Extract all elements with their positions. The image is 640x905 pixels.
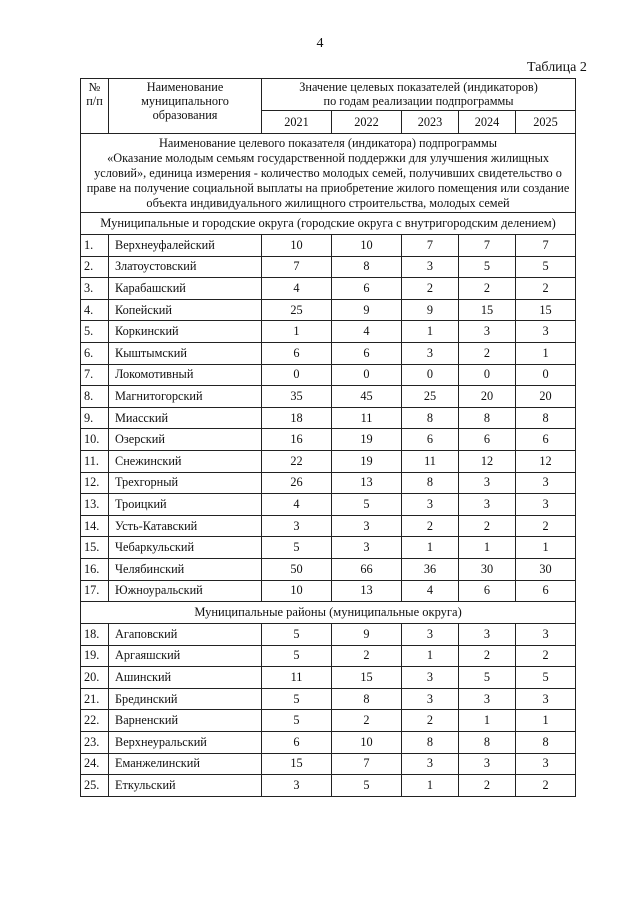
municipality-name: Южноуральский xyxy=(109,580,262,602)
year-value-cell: 2 xyxy=(459,645,516,667)
row-number: 2. xyxy=(81,256,109,278)
year-value-cell: 7 xyxy=(459,235,516,257)
row-number: 25. xyxy=(81,775,109,797)
year-value-cell: 8 xyxy=(402,472,459,494)
row-number: 21. xyxy=(81,688,109,710)
year-value-cell: 3 xyxy=(402,688,459,710)
year-value-cell: 3 xyxy=(262,515,332,537)
year-value-cell: 3 xyxy=(262,775,332,797)
table-row xyxy=(81,732,576,754)
municipality-name: Верхнеуральский xyxy=(109,732,262,754)
year-value-cell: 1 xyxy=(459,537,516,559)
year-value-cell: 6 xyxy=(459,580,516,602)
row-number: 4. xyxy=(81,299,109,321)
header-num: № п/п xyxy=(81,79,109,134)
year-value-cell: 10 xyxy=(262,580,332,602)
year-value-cell: 25 xyxy=(262,299,332,321)
year-value-cell: 3 xyxy=(332,515,402,537)
row-number: 8. xyxy=(81,386,109,408)
table-row xyxy=(81,558,576,580)
municipality-name: Усть-Катавский xyxy=(109,515,262,537)
year-value-cell: 8 xyxy=(459,732,516,754)
table-row xyxy=(81,386,576,408)
year-value-cell: 10 xyxy=(332,235,402,257)
year-value-cell: 20 xyxy=(459,386,516,408)
year-value-cell: 12 xyxy=(516,450,576,472)
table-row xyxy=(81,580,576,602)
year-value-cell: 22 xyxy=(262,450,332,472)
year-value-cell: 5 xyxy=(332,775,402,797)
municipality-name: Брединский xyxy=(109,688,262,710)
year-value-cell: 5 xyxy=(262,645,332,667)
year-value-cell: 6 xyxy=(262,732,332,754)
municipality-name: Златоустовский xyxy=(109,256,262,278)
year-value-cell: 13 xyxy=(332,472,402,494)
table-row xyxy=(81,256,576,278)
table-row xyxy=(81,407,576,429)
year-value-cell: 2 xyxy=(516,775,576,797)
year-value-cell: 1 xyxy=(516,537,576,559)
year-value-cell: 2 xyxy=(332,645,402,667)
municipality-name: Локомотивный xyxy=(109,364,262,386)
year-value-cell: 3 xyxy=(402,753,459,775)
year-value-cell: 15 xyxy=(516,299,576,321)
municipality-name: Коркинский xyxy=(109,321,262,343)
year-value-cell: 7 xyxy=(402,235,459,257)
year-value-cell: 19 xyxy=(332,450,402,472)
year-value-cell: 13 xyxy=(332,580,402,602)
year-value-cell: 8 xyxy=(332,256,402,278)
year-value-cell: 3 xyxy=(516,753,576,775)
year-value-cell: 5 xyxy=(459,256,516,278)
table-body xyxy=(81,79,576,797)
section-title: Муниципальные и городские округа (городские округа с внутригородским делением) xyxy=(81,213,576,235)
municipality-name: Копейский xyxy=(109,299,262,321)
year-value-cell: 3 xyxy=(516,688,576,710)
table-row xyxy=(81,624,576,646)
year-value-cell: 6 xyxy=(459,429,516,451)
year-value-cell: 35 xyxy=(262,386,332,408)
year-value-cell: 6 xyxy=(332,278,402,300)
year-value-cell: 0 xyxy=(332,364,402,386)
row-number: 15. xyxy=(81,537,109,559)
year-value-cell: 0 xyxy=(402,364,459,386)
year-value-cell: 6 xyxy=(262,342,332,364)
year-value-cell: 1 xyxy=(516,710,576,732)
year-value-cell: 2 xyxy=(516,645,576,667)
year-value-cell: 7 xyxy=(516,235,576,257)
table-title: Таблица 2 xyxy=(527,60,587,75)
municipality-name: Трехгорный xyxy=(109,472,262,494)
year-value-cell: 2 xyxy=(459,342,516,364)
year-value-cell: 19 xyxy=(332,429,402,451)
row-number: 12. xyxy=(81,472,109,494)
year-value-cell: 5 xyxy=(459,667,516,689)
year-value-cell: 8 xyxy=(459,407,516,429)
year-value-cell: 5 xyxy=(516,667,576,689)
indicator-row xyxy=(81,134,576,213)
header-year: 2024 xyxy=(459,111,516,134)
year-value-cell: 7 xyxy=(332,753,402,775)
table-row xyxy=(81,494,576,516)
table-row xyxy=(81,710,576,732)
year-value-cell: 4 xyxy=(262,278,332,300)
indicator-text: Наименование целевого показателя (индикатора) подпрограммы «Оказание молодым семьям государственной поддержки для улучшения жилищных условий», единица измерения - количество молодых семей, получивших свидетельство о праве на получение социальной выплаты на приобретение жилого помещения или создание объекта индивидуального жилищного строительства, молодых семей xyxy=(81,134,576,213)
row-number: 19. xyxy=(81,645,109,667)
year-value-cell: 3 xyxy=(332,537,402,559)
row-number: 1. xyxy=(81,235,109,257)
row-number: 24. xyxy=(81,753,109,775)
table-row xyxy=(81,450,576,472)
table-row xyxy=(81,299,576,321)
year-value-cell: 8 xyxy=(516,407,576,429)
year-value-cell: 1 xyxy=(459,710,516,732)
section-row xyxy=(81,213,576,235)
year-value-cell: 30 xyxy=(459,558,516,580)
year-value-cell: 6 xyxy=(516,580,576,602)
year-value-cell: 50 xyxy=(262,558,332,580)
year-value-cell: 16 xyxy=(262,429,332,451)
header-row xyxy=(81,79,576,111)
municipality-name: Магнитогорский xyxy=(109,386,262,408)
row-number: 3. xyxy=(81,278,109,300)
year-value-cell: 3 xyxy=(459,321,516,343)
year-value-cell: 3 xyxy=(516,494,576,516)
table-row xyxy=(81,472,576,494)
table-row xyxy=(81,667,576,689)
year-value-cell: 2 xyxy=(402,278,459,300)
table-row xyxy=(81,515,576,537)
row-number: 17. xyxy=(81,580,109,602)
year-value-cell: 2 xyxy=(459,278,516,300)
year-value-cell: 6 xyxy=(516,429,576,451)
year-value-cell: 1 xyxy=(516,342,576,364)
municipality-name: Еткульский xyxy=(109,775,262,797)
row-number: 5. xyxy=(81,321,109,343)
year-value-cell: 2 xyxy=(402,710,459,732)
municipality-name: Челябинский xyxy=(109,558,262,580)
year-value-cell: 66 xyxy=(332,558,402,580)
year-value-cell: 10 xyxy=(262,235,332,257)
year-value-cell: 0 xyxy=(262,364,332,386)
indicator-table xyxy=(80,78,576,797)
year-value-cell: 9 xyxy=(332,624,402,646)
row-number: 14. xyxy=(81,515,109,537)
table-row xyxy=(81,688,576,710)
year-value-cell: 8 xyxy=(516,732,576,754)
municipality-name: Чебаркульский xyxy=(109,537,262,559)
year-value-cell: 8 xyxy=(332,688,402,710)
header-municipality: Наименование муниципального образования xyxy=(109,79,262,134)
year-value-cell: 5 xyxy=(262,688,332,710)
year-value-cell: 2 xyxy=(332,710,402,732)
header-year: 2022 xyxy=(332,111,402,134)
table-row xyxy=(81,342,576,364)
table-row xyxy=(81,645,576,667)
year-value-cell: 3 xyxy=(402,256,459,278)
year-value-cell: 3 xyxy=(459,472,516,494)
row-number: 20. xyxy=(81,667,109,689)
year-value-cell: 3 xyxy=(402,494,459,516)
year-value-cell: 5 xyxy=(332,494,402,516)
table-row xyxy=(81,278,576,300)
municipality-name: Варненский xyxy=(109,710,262,732)
year-value-cell: 3 xyxy=(459,624,516,646)
municipality-name: Верхнеуфалейский xyxy=(109,235,262,257)
row-number: 18. xyxy=(81,624,109,646)
row-number: 7. xyxy=(81,364,109,386)
year-value-cell: 8 xyxy=(402,732,459,754)
year-value-cell: 15 xyxy=(332,667,402,689)
table-row xyxy=(81,364,576,386)
year-value-cell: 3 xyxy=(459,753,516,775)
year-value-cell: 7 xyxy=(262,256,332,278)
municipality-name: Еманжелинский xyxy=(109,753,262,775)
year-value-cell: 36 xyxy=(402,558,459,580)
year-value-cell: 30 xyxy=(516,558,576,580)
year-value-cell: 15 xyxy=(262,753,332,775)
year-value-cell: 3 xyxy=(516,321,576,343)
header-year: 2025 xyxy=(516,111,576,134)
year-value-cell: 10 xyxy=(332,732,402,754)
municipality-name: Аргаяшский xyxy=(109,645,262,667)
header-year: 2023 xyxy=(402,111,459,134)
year-value-cell: 18 xyxy=(262,407,332,429)
year-value-cell: 5 xyxy=(262,537,332,559)
year-value-cell: 5 xyxy=(516,256,576,278)
year-value-cell: 1 xyxy=(402,537,459,559)
header-year: 2021 xyxy=(262,111,332,134)
year-value-cell: 3 xyxy=(459,688,516,710)
year-value-cell: 3 xyxy=(402,667,459,689)
year-value-cell: 4 xyxy=(332,321,402,343)
year-value-cell: 0 xyxy=(459,364,516,386)
municipality-name: Троицкий xyxy=(109,494,262,516)
year-value-cell: 11 xyxy=(332,407,402,429)
municipality-name: Миасский xyxy=(109,407,262,429)
table-row xyxy=(81,753,576,775)
year-value-cell: 11 xyxy=(262,667,332,689)
municipality-name: Озерский xyxy=(109,429,262,451)
year-value-cell: 1 xyxy=(262,321,332,343)
table-row xyxy=(81,321,576,343)
year-value-cell: 15 xyxy=(459,299,516,321)
year-value-cell: 2 xyxy=(516,278,576,300)
municipality-name: Агаповский xyxy=(109,624,262,646)
year-value-cell: 45 xyxy=(332,386,402,408)
year-value-cell: 8 xyxy=(402,407,459,429)
header-values: Значение целевых показателей (индикаторов) по годам реализации подпрограммы xyxy=(262,79,576,111)
year-value-cell: 12 xyxy=(459,450,516,472)
year-value-cell: 6 xyxy=(402,429,459,451)
table-row xyxy=(81,775,576,797)
year-value-cell: 2 xyxy=(459,775,516,797)
row-number: 13. xyxy=(81,494,109,516)
row-number: 9. xyxy=(81,407,109,429)
year-value-cell: 2 xyxy=(459,515,516,537)
municipality-name: Кыштымский xyxy=(109,342,262,364)
page-number: 4 xyxy=(316,36,324,51)
year-value-cell: 26 xyxy=(262,472,332,494)
year-value-cell: 5 xyxy=(262,624,332,646)
year-value-cell: 4 xyxy=(262,494,332,516)
section-row xyxy=(81,602,576,624)
year-value-cell: 4 xyxy=(402,580,459,602)
year-value-cell: 5 xyxy=(262,710,332,732)
year-value-cell: 20 xyxy=(516,386,576,408)
year-value-cell: 3 xyxy=(459,494,516,516)
row-number: 10. xyxy=(81,429,109,451)
row-number: 11. xyxy=(81,450,109,472)
year-value-cell: 9 xyxy=(402,299,459,321)
year-value-cell: 11 xyxy=(402,450,459,472)
year-value-cell: 6 xyxy=(332,342,402,364)
row-number: 22. xyxy=(81,710,109,732)
table-row xyxy=(81,235,576,257)
year-value-cell: 25 xyxy=(402,386,459,408)
year-value-cell: 1 xyxy=(402,775,459,797)
row-number: 6. xyxy=(81,342,109,364)
year-value-cell: 3 xyxy=(402,624,459,646)
row-number: 23. xyxy=(81,732,109,754)
table-row xyxy=(81,537,576,559)
year-value-cell: 0 xyxy=(516,364,576,386)
year-value-cell: 3 xyxy=(402,342,459,364)
municipality-name: Карабашский xyxy=(109,278,262,300)
year-value-cell: 2 xyxy=(402,515,459,537)
year-value-cell: 3 xyxy=(516,472,576,494)
year-value-cell: 2 xyxy=(516,515,576,537)
year-value-cell: 1 xyxy=(402,321,459,343)
municipality-name: Ашинский xyxy=(109,667,262,689)
year-value-cell: 3 xyxy=(516,624,576,646)
year-value-cell: 9 xyxy=(332,299,402,321)
section-title: Муниципальные районы (муниципальные округа) xyxy=(81,602,576,624)
year-value-cell: 1 xyxy=(402,645,459,667)
table-row xyxy=(81,429,576,451)
municipality-name: Снежинский xyxy=(109,450,262,472)
row-number: 16. xyxy=(81,558,109,580)
